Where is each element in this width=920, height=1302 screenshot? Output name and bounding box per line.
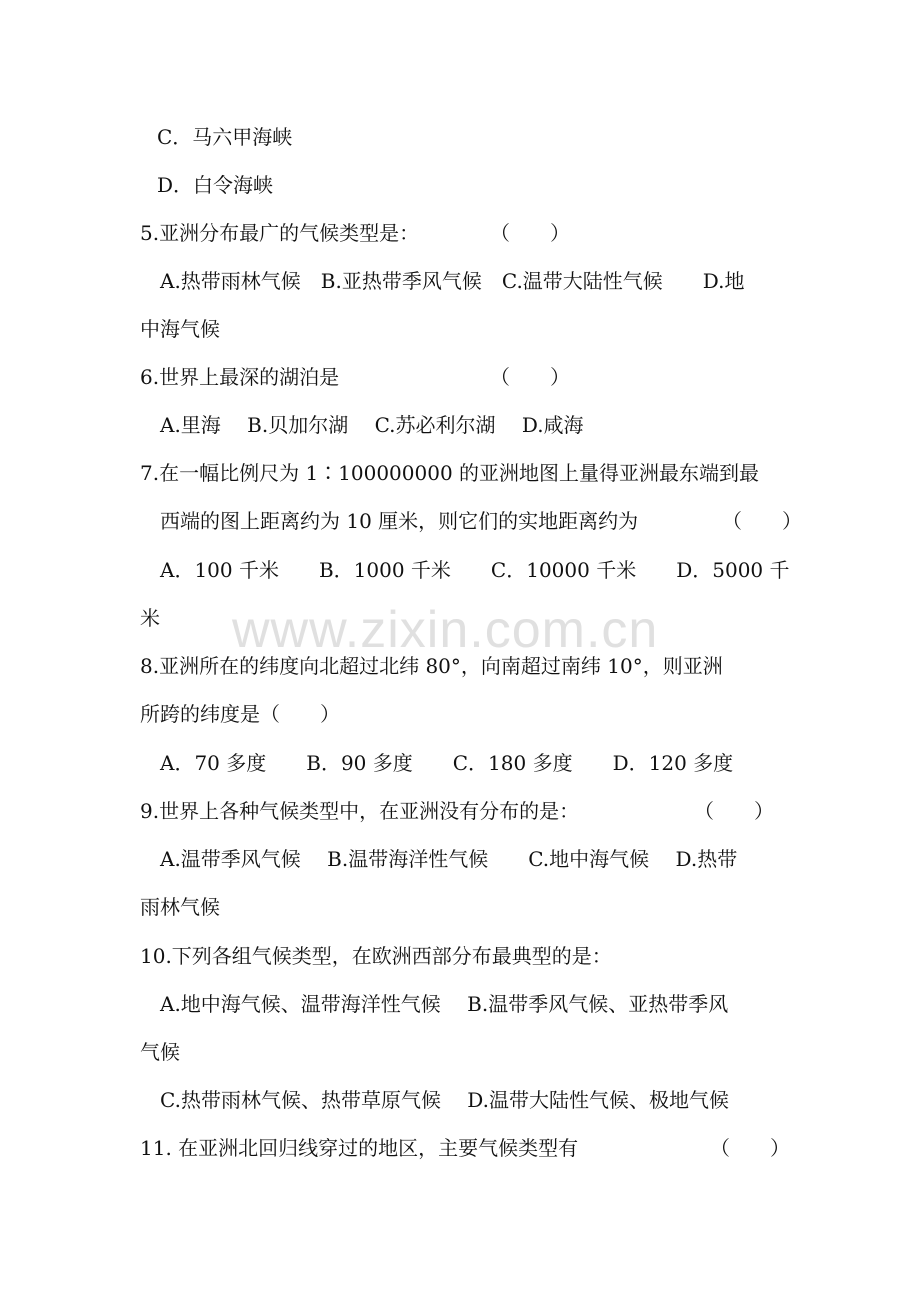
question-6-options: A.里海 B.贝加尔湖 C.苏必利尔湖 D.咸海 <box>160 413 584 437</box>
question-7: 7.在一幅比例尺为 1∶100000000 的亚洲地图上量得亚洲最东端到最 <box>140 461 760 485</box>
question-10-options-cd: C.热带雨林气候、热带草原气候 D.温带大陆性气候、极地气候 <box>160 1088 729 1112</box>
question-5-options-cont: 中海气候 <box>140 317 220 341</box>
option-c-malacca: C．马六甲海峡 <box>157 125 293 149</box>
question-11: 11. 在亚洲北回归线穿过的地区，主要气候类型有 <box>140 1136 579 1160</box>
question-6-answer-paren: （ ） <box>490 365 570 389</box>
question-8-options: A．70 多度 B．90 多度 C．180 多度 D．120 多度 <box>160 751 734 775</box>
question-8-cont: 所跨的纬度是（ ） <box>140 702 340 726</box>
question-8: 8.亚洲所在的纬度向北超过北纬 80°，向南超过南纬 10°，则亚洲 <box>140 654 723 678</box>
question-10: 10.下列各组气候类型，在欧洲西部分布最典型的是： <box>140 944 612 968</box>
question-5-options: A.热带雨林气候 B.亚热带季风气候 C.温带大陆性气候 D.地 <box>160 269 745 293</box>
option-d-bering: D．白令海峡 <box>157 173 274 197</box>
question-5-answer-paren: （ ） <box>490 221 570 245</box>
question-7-cont: 西端的图上距离约为 10 厘米，则它们的实地距离约为 <box>160 509 639 533</box>
question-9-options: A.温带季风气候 B.温带海洋性气候 C.地中海气候 D.热带 <box>160 847 738 871</box>
question-9-options-cont: 雨林气候 <box>140 895 220 919</box>
question-6: 6.世界上最深的湖泊是 <box>140 365 340 389</box>
question-10-options-ab: A.地中海气候、温带海洋性气候 B.温带季风气候、亚热带季风 <box>160 992 729 1016</box>
question-10-options-ab-cont: 气候 <box>140 1040 180 1064</box>
question-7-options: A．100 千米 B．1000 千米 C．10000 千米 D．5000 千 <box>160 558 790 582</box>
question-11-answer-paren: （ ） <box>710 1136 790 1160</box>
question-9-answer-paren: （ ） <box>694 799 774 823</box>
question-7-options-cont: 米 <box>140 606 160 630</box>
question-9: 9.世界上各种气候类型中，在亚洲没有分布的是： <box>140 799 580 823</box>
watermark: www.zixin.com.cn <box>232 601 659 659</box>
question-7-answer-paren: （ ） <box>722 509 802 533</box>
question-5: 5.亚洲分布最广的气候类型是： <box>140 221 420 245</box>
